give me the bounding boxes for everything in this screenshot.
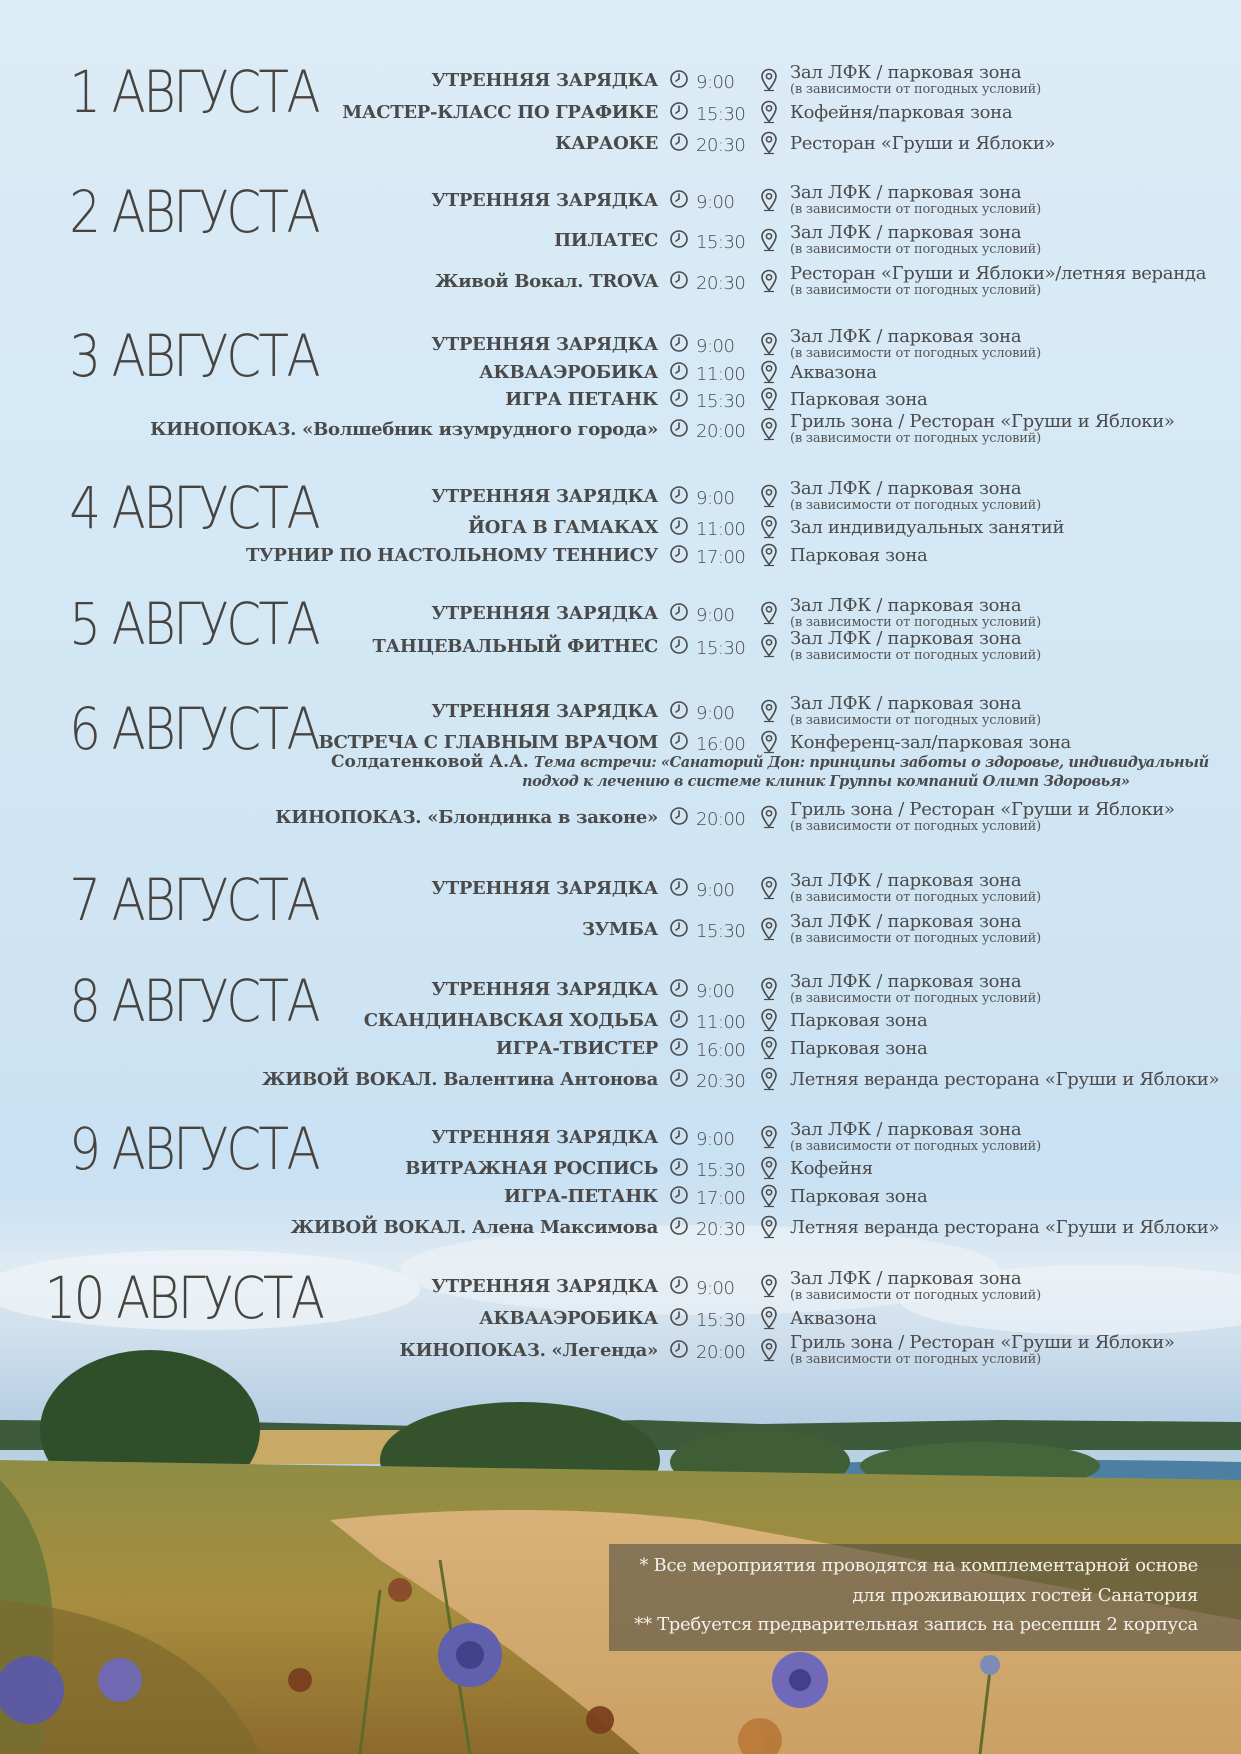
event-place <box>790 62 1041 97</box>
event-place <box>790 133 1055 154</box>
clock-icon <box>669 1339 689 1359</box>
event-name: ПИЛАТЕС <box>554 230 658 251</box>
event-time: 9:00 <box>696 703 735 724</box>
clock-icon <box>669 132 689 152</box>
event-place-note: (в зависимости от погодных условий) <box>790 1352 1041 1367</box>
event-name: КИНОПОКАЗ. «Волшебник изумрудного города» <box>150 419 658 440</box>
event-row <box>0 1063 1241 1095</box>
event-time: 9:00 <box>696 1129 735 1150</box>
clock-icon <box>669 635 689 655</box>
event-time: 9:00 <box>696 1278 735 1299</box>
event-name: СКАНДИНАВСКАЯ ХОДЬБА <box>363 1010 658 1031</box>
event-place-name: Зал ЛФК / парковая зона <box>790 870 1022 891</box>
location-pin-icon <box>760 131 778 155</box>
location-pin-icon <box>760 1067 778 1091</box>
event-place <box>790 971 1041 1006</box>
event-time: 11:00 <box>696 1012 746 1033</box>
event-place <box>790 517 1064 538</box>
notice-line-2: для проживающих гостей Санатория <box>852 1584 1198 1606</box>
event-row <box>0 224 1241 256</box>
event-time: 17:00 <box>696 1188 746 1209</box>
location-pin-icon <box>760 876 778 900</box>
event-place-name: Конференц-зал/парковая зона <box>790 732 1071 753</box>
event-name: ЖИВОЙ ВОКАЛ. Валентина Антонова <box>261 1069 658 1090</box>
clock-icon <box>669 189 689 209</box>
event-name: КИНОПОКАЗ. «Легенда» <box>399 1340 658 1361</box>
clock-icon <box>669 1068 689 1088</box>
notice-box <box>609 1544 1241 1651</box>
day-title: 9 АВГУСТА <box>69 1115 318 1183</box>
event-place-name: Парковая зона <box>790 389 928 410</box>
event-place-name: Аквазона <box>790 1308 877 1329</box>
event-place-name: Зал ЛФК / парковая зона <box>790 628 1022 649</box>
location-pin-icon <box>760 977 778 1001</box>
event-row <box>0 913 1241 945</box>
event-place <box>790 1186 927 1207</box>
clock-icon <box>669 1037 689 1057</box>
event-place-note: (в зависимости от погодных условий) <box>790 819 1041 834</box>
event-place <box>790 1010 927 1031</box>
location-pin-icon <box>760 332 778 356</box>
location-pin-icon <box>760 484 778 508</box>
event-time: 15:30 <box>696 921 746 942</box>
event-place-name: Зал ЛФК / парковая зона <box>790 1268 1022 1289</box>
event-place-note: (в зависимости от погодных условий) <box>790 1139 1041 1154</box>
event-name: ИГРА-ПЕТАНК <box>504 1186 658 1207</box>
event-place <box>790 478 1041 513</box>
meeting-topic-continuation <box>522 771 1130 790</box>
event-place-name: Летняя веранда ресторана «Груши и Яблоки» <box>790 1217 1220 1238</box>
event-name: УТРЕННЯЯ ЗАРЯДКА <box>431 1127 658 1148</box>
event-row <box>0 630 1241 662</box>
event-row <box>0 695 1241 727</box>
event-time: 16:00 <box>696 1040 746 1061</box>
event-place-note: (в зависимости от погодных условий) <box>790 498 1041 513</box>
event-name: АКВААЭРОБИКА <box>479 362 658 383</box>
meeting-topic-line-1: Тема встречи: «Санаторий Дон: принципы заботы о здоровье, индивидуальный <box>533 754 1209 771</box>
event-place <box>790 1038 927 1059</box>
location-pin-icon <box>760 1125 778 1149</box>
event-place-name: Зал индивидуальных занятий <box>790 517 1065 538</box>
location-pin-icon <box>760 805 778 829</box>
meeting-details <box>331 752 1209 772</box>
event-time: 17:00 <box>696 547 746 568</box>
location-pin-icon <box>760 228 778 252</box>
event-name: ВСТРЕЧА С ГЛАВНЫМ ВРАЧОМ <box>318 732 658 753</box>
event-place-note: (в зависимости от погодных условий) <box>790 283 1041 298</box>
location-pin-icon <box>760 699 778 723</box>
event-time: 20:00 <box>696 421 746 442</box>
location-pin-icon <box>760 417 778 441</box>
event-place-name: Ресторан «Груши и Яблоки»/летняя веранда <box>790 263 1207 284</box>
event-place-name: Ресторан «Груши и Яблоки» <box>790 133 1056 154</box>
clock-icon <box>669 544 689 564</box>
event-place-name: Зал ЛФК / парковая зона <box>790 222 1022 243</box>
event-name: Живой Вокал. TROVA <box>434 271 658 292</box>
event-time: 20:30 <box>696 1219 746 1240</box>
location-pin-icon <box>760 68 778 92</box>
event-name: ЖИВОЙ ВОКАЛ. Алена Максимова <box>290 1217 658 1238</box>
event-row <box>0 64 1241 96</box>
event-row <box>0 96 1241 128</box>
event-place-name: Зал ЛФК / парковая зона <box>790 911 1022 932</box>
event-time: 9:00 <box>696 880 735 901</box>
event-row <box>0 265 1241 297</box>
event-place <box>790 1308 877 1329</box>
clock-icon <box>669 1126 689 1146</box>
event-name: ЙОГА В ГАМАКАХ <box>468 517 658 538</box>
day-title: 2 АВГУСТА <box>69 178 318 246</box>
event-place-note: (в зависимости от погодных условий) <box>790 346 1041 361</box>
event-row <box>0 184 1241 216</box>
day-title: 7 АВГУСТА <box>69 866 318 934</box>
clock-icon <box>669 700 689 720</box>
event-place <box>790 545 927 566</box>
event-place-name: Аквазона <box>790 362 877 383</box>
event-place <box>790 389 927 410</box>
event-row <box>0 1334 1241 1366</box>
event-name: УТРЕННЯЯ ЗАРЯДКА <box>431 979 658 1000</box>
event-place-note: (в зависимости от погодных условий) <box>790 431 1041 446</box>
event-time: 15:30 <box>696 391 746 412</box>
clock-icon <box>669 731 689 751</box>
event-place <box>790 732 1071 753</box>
location-pin-icon <box>760 601 778 625</box>
clock-icon <box>669 978 689 998</box>
event-place-note: (в зависимости от погодных условий) <box>790 615 1041 630</box>
day-title: 1 АВГУСТА <box>69 58 318 126</box>
day-title: 5 АВГУСТА <box>69 590 318 658</box>
location-pin-icon <box>760 1036 778 1060</box>
event-name: УТРЕННЯЯ ЗАРЯДКА <box>431 1276 658 1297</box>
clock-icon <box>669 229 689 249</box>
event-place-name: Зал ЛФК / парковая зона <box>790 62 1022 83</box>
event-place-note: (в зависимости от погодных условий) <box>790 931 1041 946</box>
location-pin-icon <box>760 1008 778 1032</box>
event-time: 9:00 <box>696 981 735 1002</box>
day-title: 6 АВГУСТА <box>69 695 318 763</box>
event-row <box>0 413 1241 445</box>
event-place <box>790 911 1041 946</box>
event-place-note: (в зависимости от погодных условий) <box>790 202 1041 217</box>
event-row <box>0 480 1241 512</box>
event-place-name: Зал ЛФК / парковая зона <box>790 595 1022 616</box>
location-pin-icon <box>760 269 778 293</box>
event-place <box>790 1069 1219 1090</box>
clock-icon <box>669 918 689 938</box>
clock-icon <box>669 806 689 826</box>
clock-icon <box>669 69 689 89</box>
event-place-name: Зал ЛФК / парковая зона <box>790 326 1022 347</box>
event-time: 9:00 <box>696 192 735 213</box>
event-row <box>0 1302 1241 1334</box>
event-name: ЗУМБА <box>581 919 658 940</box>
event-row <box>0 539 1241 571</box>
event-name: ТАНЦЕВАЛЬНЫЙ ФИТНЕС <box>372 636 658 657</box>
event-row <box>0 1180 1241 1212</box>
event-place <box>790 870 1041 905</box>
event-place-note: (в зависимости от погодных условий) <box>790 991 1041 1006</box>
event-time: 20:00 <box>696 809 746 830</box>
event-name: ВИТРАЖНАЯ РОСПИСЬ <box>405 1158 658 1179</box>
event-name: УТРЕННЯЯ ЗАРЯДКА <box>431 70 658 91</box>
event-place-note: (в зависимости от погодных условий) <box>790 713 1041 728</box>
clock-icon <box>669 333 689 353</box>
location-pin-icon <box>760 1274 778 1298</box>
event-row <box>0 801 1241 833</box>
event-place-note: (в зависимости от погодных условий) <box>790 82 1041 97</box>
event-name: УТРЕННЯЯ ЗАРЯДКА <box>431 486 658 507</box>
meeting-topic-line-2: подход к лечению в системе клиник Группы компаний Олимп Здоровья» <box>522 773 1130 790</box>
clock-icon <box>669 1275 689 1295</box>
event-place-note: (в зависимости от погодных условий) <box>790 890 1041 905</box>
event-place-name: Кофейня <box>790 1158 873 1179</box>
location-pin-icon <box>760 188 778 212</box>
notice-line-3: ** Требуется предварительная запись на ресепшн 2 корпуса <box>634 1614 1198 1635</box>
event-place-name: Гриль зона / Ресторан «Груши и Яблоки» <box>790 799 1175 820</box>
clock-icon <box>669 270 689 290</box>
event-time: 15:30 <box>696 638 746 659</box>
event-place <box>790 693 1041 728</box>
location-pin-icon <box>760 360 778 384</box>
event-place-note: (в зависимости от погодных условий) <box>790 242 1041 257</box>
event-place <box>790 411 1175 446</box>
clock-icon <box>669 418 689 438</box>
event-row <box>0 973 1241 1005</box>
day-title: 10 АВГУСТА <box>44 1264 323 1332</box>
event-time: 9:00 <box>696 336 735 357</box>
event-name: ИГРА ПЕТАНК <box>505 389 658 410</box>
event-time: 11:00 <box>696 364 746 385</box>
event-name: МАСТЕР-КЛАСС ПО ГРАФИКЕ <box>342 102 658 123</box>
event-name: УТРЕННЯЯ ЗАРЯДКА <box>431 701 658 722</box>
event-place <box>790 102 1012 123</box>
event-name: УТРЕННЯЯ ЗАРЯДКА <box>431 190 658 211</box>
event-place-name: Зал ЛФК / парковая зона <box>790 971 1022 992</box>
event-place-name: Парковая зона <box>790 545 928 566</box>
clock-icon <box>669 361 689 381</box>
event-name: КИНОПОКАЗ. «Блондинка в законе» <box>275 807 658 828</box>
clock-icon <box>669 1009 689 1029</box>
event-name: КАРАОКЕ <box>555 133 658 154</box>
location-pin-icon <box>760 1156 778 1180</box>
event-place-note: (в зависимости от погодных условий) <box>790 1288 1041 1303</box>
event-place-name: Зал ЛФК / парковая зона <box>790 1119 1022 1140</box>
event-place-name: Парковая зона <box>790 1038 928 1059</box>
clock-icon <box>669 877 689 897</box>
event-place-name: Гриль зона / Ресторан «Груши и Яблоки» <box>790 411 1175 432</box>
location-pin-icon <box>760 634 778 658</box>
event-place-name: Летняя веранда ресторана «Груши и Яблоки» <box>790 1069 1220 1090</box>
clock-icon <box>669 1307 689 1327</box>
location-pin-icon <box>760 1184 778 1208</box>
event-place <box>790 799 1175 834</box>
event-place <box>790 595 1041 630</box>
event-name: АКВААЭРОБИКА <box>479 1308 658 1329</box>
event-time: 20:30 <box>696 1071 746 1092</box>
event-name: ИГРА-ТВИСТЕР <box>495 1038 658 1059</box>
event-place-name: Парковая зона <box>790 1010 928 1031</box>
event-time: 15:30 <box>696 1310 746 1331</box>
event-place <box>790 1217 1219 1238</box>
meeting-person: Солдатенковой А.А. <box>331 752 529 772</box>
clock-icon <box>669 485 689 505</box>
event-row <box>0 127 1241 159</box>
event-place <box>790 628 1041 663</box>
location-pin-icon <box>760 387 778 411</box>
event-name: УТРЕННЯЯ ЗАРЯДКА <box>431 878 658 899</box>
location-pin-icon <box>760 515 778 539</box>
clock-icon <box>669 101 689 121</box>
event-time: 20:30 <box>696 273 746 294</box>
event-row <box>0 1211 1241 1243</box>
event-time: 11:00 <box>696 519 746 540</box>
location-pin-icon <box>760 1306 778 1330</box>
event-place <box>790 263 1206 298</box>
location-pin-icon <box>760 1338 778 1362</box>
event-place <box>790 1119 1041 1154</box>
event-row <box>0 872 1241 904</box>
event-place <box>790 1158 873 1179</box>
day-title: 8 АВГУСТА <box>69 967 318 1035</box>
event-time: 15:30 <box>696 1160 746 1181</box>
event-time: 20:30 <box>696 135 746 156</box>
event-place-name: Парковая зона <box>790 1186 928 1207</box>
event-name: ТУРНИР ПО НАСТОЛЬНОМУ ТЕННИСУ <box>246 545 658 566</box>
event-name: УТРЕННЯЯ ЗАРЯДКА <box>431 603 658 624</box>
event-row <box>0 1121 1241 1153</box>
event-place <box>790 182 1041 217</box>
event-place-note: (в зависимости от погодных условий) <box>790 648 1041 663</box>
location-pin-icon <box>760 100 778 124</box>
event-place-name: Гриль зона / Ресторан «Груши и Яблоки» <box>790 1332 1175 1353</box>
event-name: УТРЕННЯЯ ЗАРЯДКА <box>431 334 658 355</box>
event-time: 16:00 <box>696 734 746 755</box>
clock-icon <box>669 1157 689 1177</box>
event-place-name: Зал ЛФК / парковая зона <box>790 693 1022 714</box>
event-time: 9:00 <box>696 605 735 626</box>
location-pin-icon <box>760 730 778 754</box>
event-place <box>790 222 1041 257</box>
event-row <box>0 597 1241 629</box>
clock-icon <box>669 516 689 536</box>
day-title: 3 АВГУСТА <box>69 322 318 390</box>
event-time: 9:00 <box>696 488 735 509</box>
location-pin-icon <box>760 543 778 567</box>
clock-icon <box>669 602 689 622</box>
event-place <box>790 1268 1041 1303</box>
event-row <box>0 1032 1241 1064</box>
event-time: 20:00 <box>696 1342 746 1363</box>
event-place-name: Зал ЛФК / парковая зона <box>790 478 1022 499</box>
event-place-name: Кофейня/парковая зона <box>790 102 1013 123</box>
event-row <box>0 1270 1241 1302</box>
notice-line-1: * Все мероприятия проводятся на комплементарной основе <box>639 1555 1198 1576</box>
day-title: 4 АВГУСТА <box>69 474 318 542</box>
event-time: 15:30 <box>696 104 746 125</box>
location-pin-icon <box>760 917 778 941</box>
clock-icon <box>669 1216 689 1236</box>
event-place-name: Зал ЛФК / парковая зона <box>790 182 1022 203</box>
location-pin-icon <box>760 1215 778 1239</box>
event-place <box>790 1332 1175 1367</box>
event-time: 9:00 <box>696 72 735 93</box>
event-time: 15:30 <box>696 232 746 253</box>
clock-icon <box>669 1185 689 1205</box>
event-place <box>790 362 877 383</box>
clock-icon <box>669 388 689 408</box>
